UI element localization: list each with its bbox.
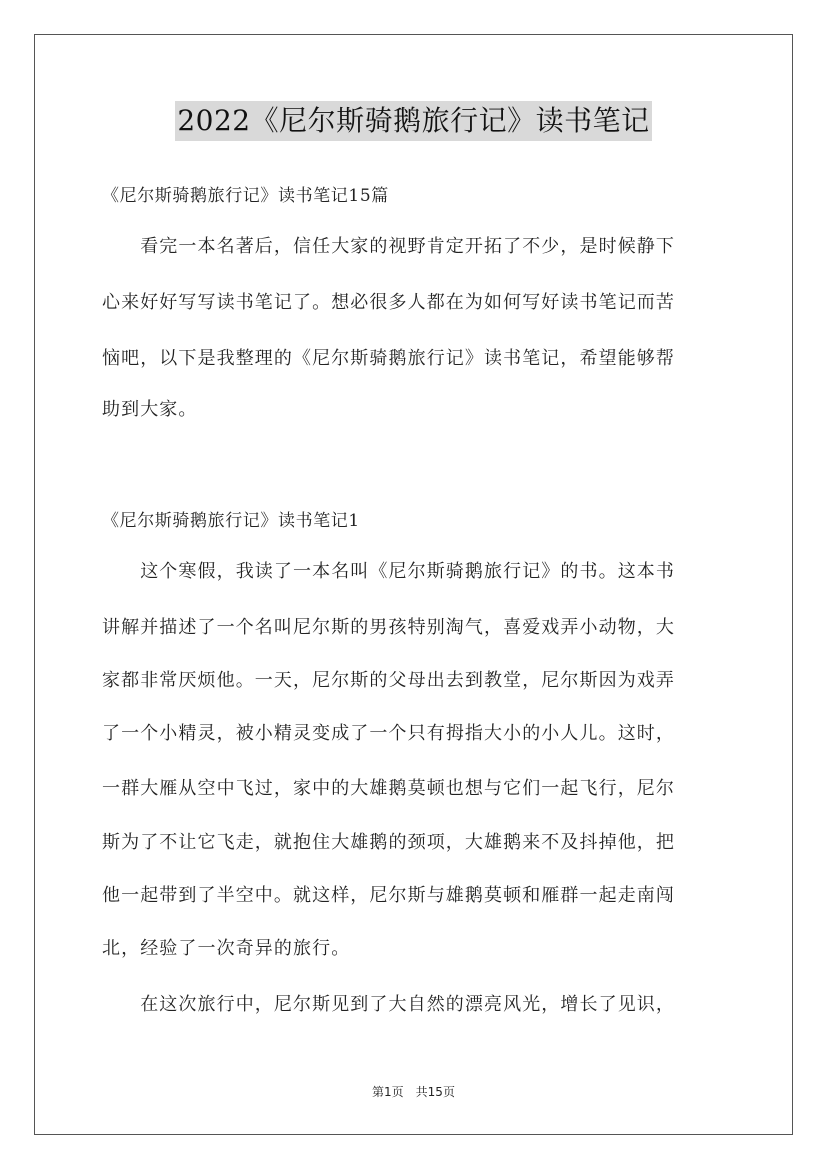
page-footer — [0, 1083, 827, 1100]
body-line: 了一个小精灵，被小精灵变成了一个只有拇指大小的小人儿。这时， — [102, 723, 675, 744]
intro-line: 看完一本名著后，信任大家的视野肯定开拓了不少，是时候静下 — [102, 236, 675, 257]
intro-line: 心来好好写写读书笔记了。想必很多人都在为如何写好读书笔记而苦 — [102, 292, 675, 313]
section-heading: 《尼尔斯骑鹅旅行记》读书笔记1 — [102, 511, 360, 531]
title-wrap — [0, 101, 827, 141]
body-line: 一群大雁从空中飞过，家中的大雄鹅莫顿也想与它们一起飞行，尼尔 — [102, 778, 675, 799]
body-line: 在这次旅行中，尼尔斯见到了大自然的漂亮风光，增长了见识， — [102, 994, 675, 1015]
body-line: 这个寒假，我读了一本名叫《尼尔斯骑鹅旅行记》的书。这本书 — [102, 561, 675, 582]
body-line: 讲解并描述了一个名叫尼尔斯的男孩特别淘气，喜爱戏弄小动物，大 — [102, 617, 675, 638]
intro-line: 助到大家。 — [102, 399, 198, 420]
body-line: 北，经验了一次奇异的旅行。 — [102, 938, 351, 959]
page-number: 第1页 — [372, 1085, 404, 1099]
document-title: 2022《尼尔斯骑鹅旅行记》读书笔记 — [175, 101, 651, 141]
document-subtitle: 《尼尔斯骑鹅旅行记》读书笔记15篇 — [102, 186, 389, 206]
body-line: 家都非常厌烦他。一天，尼尔斯的父母出去到教堂，尼尔斯因为戏弄 — [102, 670, 675, 691]
body-line: 他一起带到了半空中。就这样，尼尔斯与雄鹅莫顿和雁群一起走南闯 — [102, 885, 675, 906]
page-total: 共15页 — [415, 1085, 455, 1099]
body-line: 斯为了不让它飞走，就抱住大雄鹅的颈项，大雄鹅来不及抖掉他，把 — [102, 832, 675, 853]
intro-line: 恼吧，以下是我整理的《尼尔斯骑鹅旅行记》读书笔记，希望能够帮 — [102, 348, 675, 369]
